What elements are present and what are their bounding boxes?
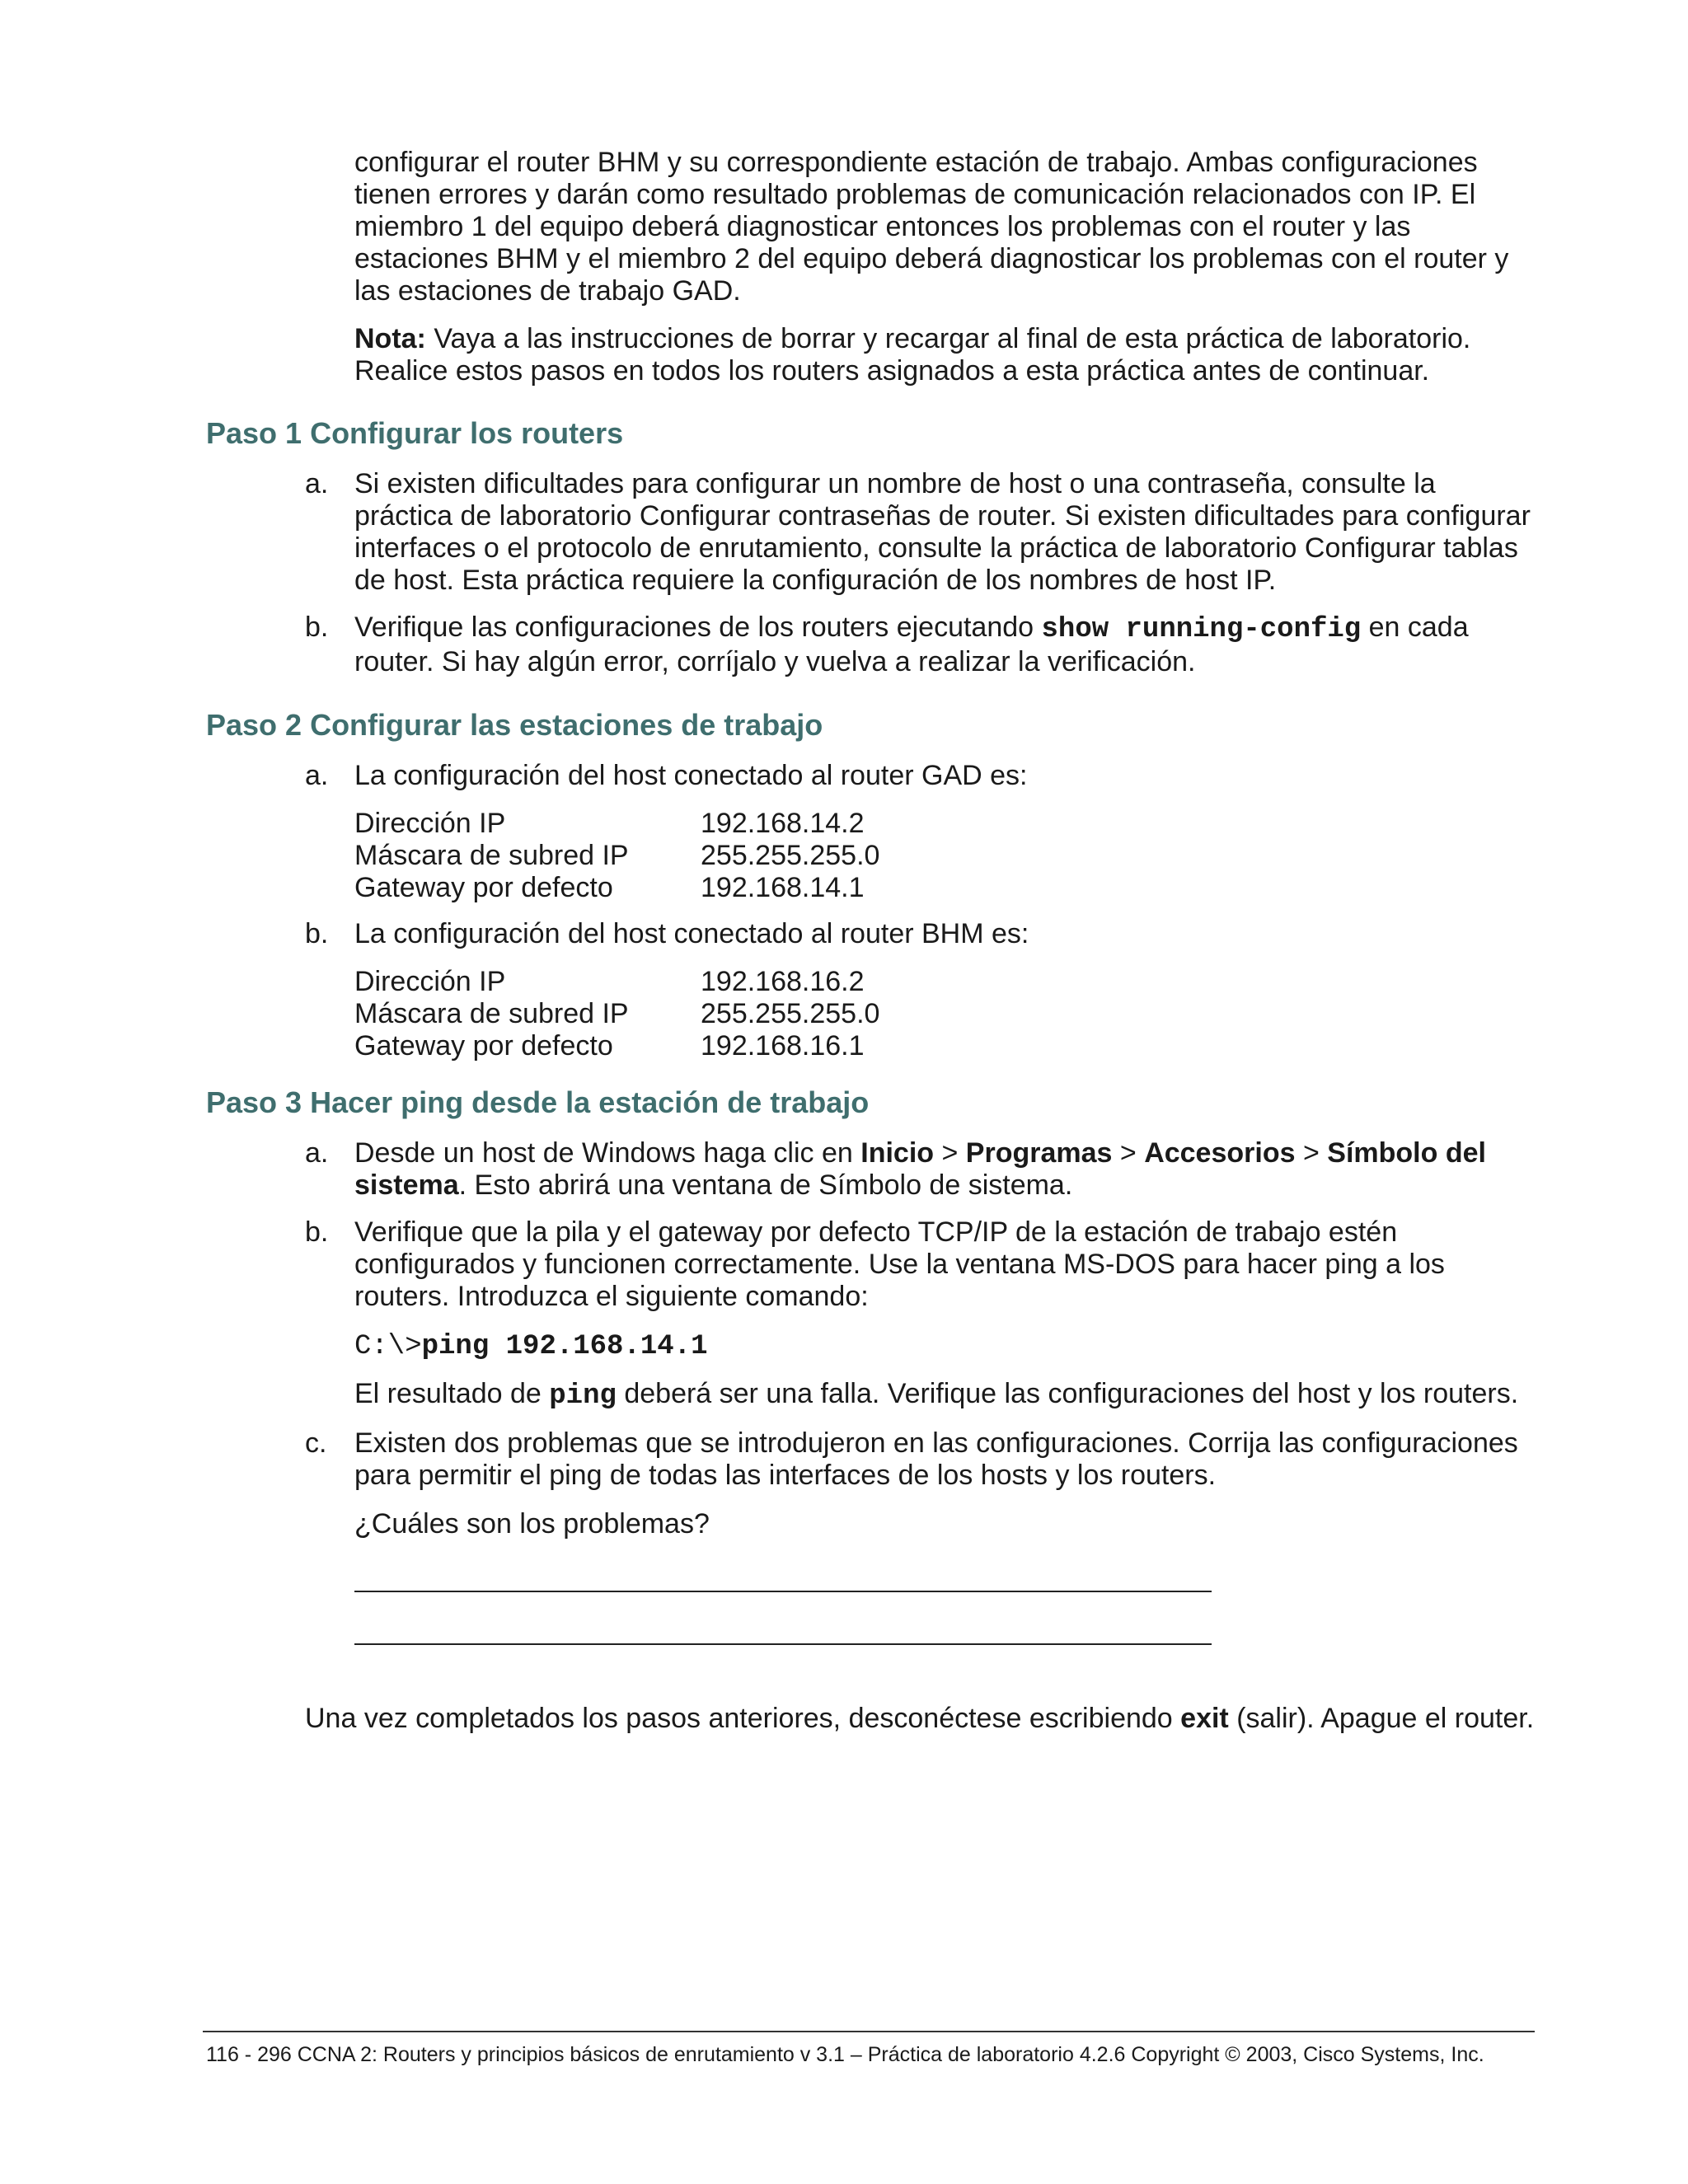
config-value: 192.168.14.1 [701, 872, 865, 903]
text-run: en cada router. Si hay algún error, corríjalo y vuelva a realizar la verificación. [354, 612, 1469, 677]
note-label: Nota: [354, 323, 426, 354]
question-text: ¿Cuáles son los problemas? [354, 1508, 710, 1540]
table-row [354, 840, 1096, 872]
item-marker: a. [305, 1137, 329, 1169]
item-text: Verifique que la pila y el gateway por defecto TCP/IP de la estación de trabajo estén configurados y funcionen correctamente. Use la ventana MS-DOS para hacer ping a los routers. Introduzca el siguiente comando: [354, 1216, 1445, 1312]
intro-paragraph: configurar el router BHM y su correspondiente estación de trabajo. Ambas configuraciones tienen errores y darán como resultado problemas de comunicación relacionados con IP. El miembro 1 del equipo deberá diagnosticar entonces los problemas con el router y las estaciones BHM y el miembro 2 del equipo deberá diagnosticar los problemas con el router y las estaciones de trabajo GAD. [354, 147, 1509, 307]
config-label: Máscara de subred IP [354, 840, 629, 871]
item-text: Si existen dificultades para configurar un nombre de host o una contraseña, consulte la práctica de laboratorio Configurar contraseñas de router. Si existen dificultades para configurar interfaces o el protocolo de enrutamiento, consulte la práctica de laboratorio Configurar tablas de host. Esta práctica requiere la configuración de los nombres de host IP. [354, 468, 1531, 596]
item-text [354, 1137, 1541, 1202]
page-footer: 116 - 296 CCNA 2: Routers y principios básicos de enrutamiento v 3.1 – Práctica de laboratorio 4.2.6 Copyright © 2003, Cisco Systems, Inc. [206, 2043, 1484, 2066]
config-label: Dirección IP [354, 966, 506, 997]
config-value: 192.168.16.2 [701, 966, 865, 997]
footer-rule [203, 2031, 1535, 2032]
item-text: Existen dos problemas que se introdujeron en las configuraciones. Corrija las configuraciones para permitir el ping de todas las interfaces de los hosts y los routers. [354, 1427, 1518, 1491]
command-prompt: C:\> [354, 1331, 422, 1362]
command-show-running-config: show running-config [1041, 614, 1362, 645]
item-marker: a. [305, 468, 329, 499]
ping-keyword: ping [549, 1380, 617, 1412]
exit-command: exit [1180, 1703, 1229, 1734]
text-run: . Esto abrirá una ventana de Símbolo de sistema. [458, 1169, 1073, 1201]
config-value: 255.255.255.0 [701, 998, 880, 1029]
gad-config-table [354, 808, 1096, 904]
item-marker: c. [305, 1427, 327, 1459]
menu-path-inicio: Inicio [860, 1137, 935, 1169]
text-run: deberá ser una falla. Verifique las configuraciones del host y los routers. [616, 1378, 1519, 1409]
menu-path-programas: Programas [965, 1137, 1113, 1169]
answer-line-2[interactable] [354, 1643, 1212, 1645]
answer-line-1[interactable] [354, 1591, 1212, 1592]
config-label: Máscara de subred IP [354, 998, 629, 1029]
closing-paragraph [305, 1703, 1541, 1735]
note-paragraph [354, 323, 1541, 387]
config-label: Gateway por defecto [354, 872, 613, 903]
text-run: (salir). Apague el router. [1228, 1703, 1535, 1734]
bhm-config-table [354, 966, 1096, 1062]
step3-heading: Paso 3 Hacer ping desde la estación de trabajo [206, 1085, 870, 1119]
config-value: 255.255.255.0 [701, 840, 880, 871]
item-text: La configuración del host conectado al router GAD es: [354, 760, 1028, 791]
config-label: Dirección IP [354, 808, 506, 839]
config-label: Gateway por defecto [354, 1030, 613, 1062]
step1-heading: Paso 1 Configurar los routers [206, 416, 624, 450]
ping-command-line [354, 1329, 1541, 1363]
item-text: La configuración del host conectado al router BHM es: [354, 918, 1029, 949]
note-text: Vaya a las instrucciones de borrar y recargar al final de esta práctica de laboratorio. Realice estos pasos en todos los routers asignados a esta práctica antes de continuar. [354, 323, 1471, 387]
table-row [354, 966, 1096, 998]
config-value: 192.168.16.1 [701, 1030, 865, 1062]
text-run: Una vez completados los pasos anteriores, desconéctese escribiendo [305, 1703, 1181, 1734]
item-text [354, 612, 1541, 678]
text-run: El resultado de [354, 1378, 550, 1409]
item-marker: b. [305, 918, 329, 949]
item-marker: a. [305, 760, 329, 791]
item-marker: b. [305, 612, 329, 643]
table-row [354, 998, 1096, 1030]
ping-command: ping 192.168.14.1 [421, 1331, 708, 1362]
ping-result-paragraph [354, 1378, 1541, 1413]
table-row [354, 1030, 1096, 1062]
text-run: Verifique las configuraciones de los routers ejecutando [354, 612, 1042, 643]
step2-heading: Paso 2 Configurar las estaciones de trabajo [206, 708, 823, 742]
text-run: Desde un host de Windows haga clic en [354, 1137, 861, 1169]
item-marker: b. [305, 1216, 329, 1248]
menu-path-simbolo: Símbolo del sistema [354, 1137, 1486, 1201]
path-separator: > [1112, 1137, 1145, 1169]
config-value: 192.168.14.2 [701, 808, 865, 839]
table-row [354, 808, 1096, 840]
path-separator: > [1295, 1137, 1328, 1169]
menu-path-accesorios: Accesorios [1144, 1137, 1296, 1169]
path-separator: > [934, 1137, 966, 1169]
table-row [354, 872, 1096, 904]
